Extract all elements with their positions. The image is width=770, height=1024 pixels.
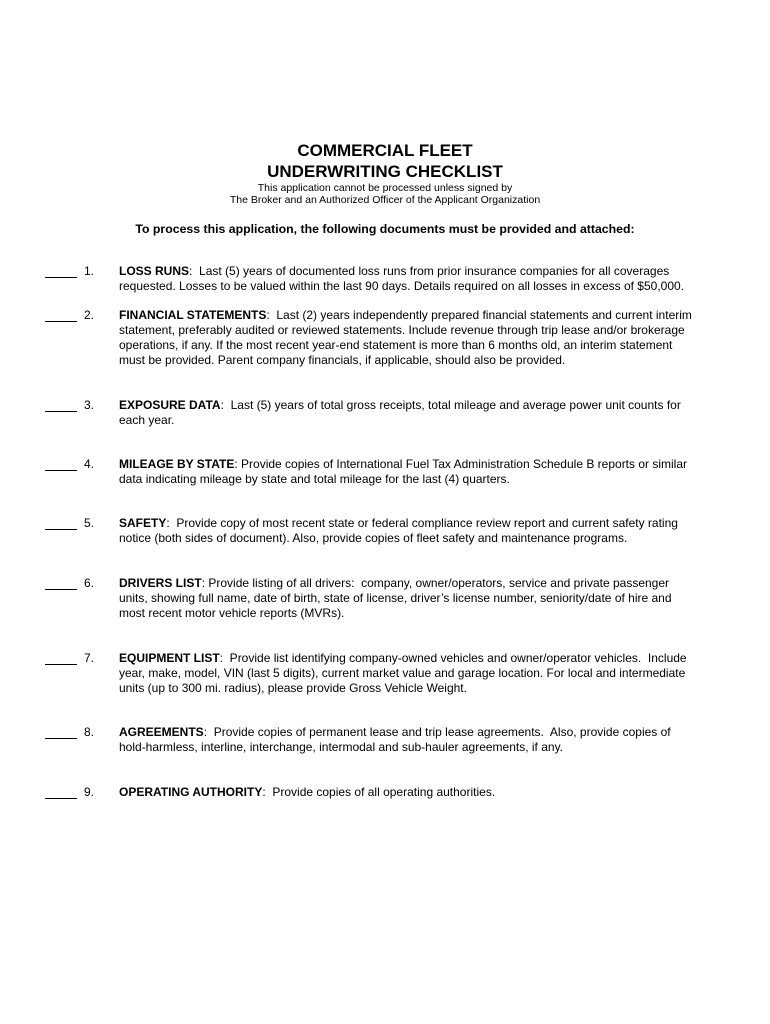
item-heading: AGREEMENTS [119, 725, 204, 739]
item-number: 3. [84, 398, 95, 412]
item-line: each year. [119, 413, 175, 427]
item-heading: SAFETY [119, 516, 167, 530]
item-description [119, 264, 725, 294]
item-heading: EXPOSURE DATA [119, 398, 221, 412]
item-line: OPERATING AUTHORITY: Provide copies of all operating authorities. [119, 785, 496, 799]
item-description [119, 651, 725, 696]
item-number: 4. [84, 457, 95, 471]
checkoff-line [45, 529, 77, 530]
item-description [119, 576, 725, 621]
item-number: 8. [84, 725, 95, 739]
item-line: must be provided. Parent company financials, if applicable, should also be provided. [119, 353, 566, 367]
checkoff-line [45, 798, 77, 799]
item-line: FINANCIAL STATEMENTS: Last (2) years independently prepared financial statements and current interim [119, 308, 692, 322]
item-line: requested. Losses to be valued within the last 90 days. Details required on all losses in excess of $50,000. [119, 279, 685, 293]
checkoff-blank[interactable] [45, 785, 77, 799]
checkoff-blank[interactable] [45, 725, 77, 739]
item-heading: OPERATING AUTHORITY [119, 785, 263, 799]
item-line: AGREEMENTS: Provide copies of permanent lease and trip lease agreements. Also, provide copies of [119, 725, 671, 739]
item-line: notice (both sides of document). Also, provide copies of fleet safety and maintenance programs. [119, 531, 628, 545]
checkoff-line [45, 411, 77, 412]
item-line: MILEAGE BY STATE: Provide copies of International Fuel Tax Administration Schedule B reports or similar [119, 457, 688, 471]
document-title-line2: UNDERWRITING CHECKLIST [267, 162, 503, 181]
item-description [119, 785, 725, 800]
item-line: SAFETY: Provide copy of most recent state or federal compliance review report and current safety rating [119, 516, 678, 530]
item-line: year, make, model, VIN (last 5 digits), current market value and garage location. For local and intermediate [119, 666, 686, 680]
item-heading: DRIVERS LIST [119, 576, 202, 590]
item-description [119, 308, 725, 368]
checkoff-blank[interactable] [45, 576, 77, 590]
signature-note-line2: The Broker and an Authorized Officer of the Applicant Organization [229, 194, 541, 206]
signature-note-line1: This application cannot be processed unless signed by [257, 182, 513, 194]
item-heading: LOSS RUNS [119, 264, 190, 278]
item-line: DRIVERS LIST: Provide listing of all drivers: company, owner/operators, service and private passenger [119, 576, 670, 590]
checkoff-blank[interactable] [45, 516, 77, 530]
checkoff-blank[interactable] [45, 651, 77, 665]
item-line: operations, if any. If the most recent year-end statement is more than 6 months old, an interim statement [119, 338, 673, 352]
item-number: 1. [84, 264, 95, 278]
item-number: 7. [84, 651, 95, 665]
item-description [119, 725, 725, 755]
checkoff-blank[interactable] [45, 264, 77, 278]
checkoff-line [45, 321, 77, 322]
item-description [119, 457, 725, 487]
item-line: most recent motor vehicle reports (MVRs). [119, 606, 345, 620]
item-line: hold-harmless, interline, interchange, intermodal and sub-hauler agreements, if any. [119, 740, 564, 754]
item-line: EQUIPMENT LIST: Provide list identifying company-owned vehicles and owner/operator vehicles. Include [119, 651, 687, 665]
checkoff-line [45, 277, 77, 278]
item-line: units (up to 300 mi. radius), please provide Gross Vehicle Weight. [119, 681, 467, 695]
item-description [119, 398, 725, 428]
document-title-line1: COMMERCIAL FLEET [297, 141, 473, 160]
item-line: units, showing full name, date of birth, state of license, driver’s license number, seniority/date of hire and [119, 591, 672, 605]
instructions-heading: To process this application, the following documents must be provided and attached: [135, 222, 635, 236]
item-line: LOSS RUNS: Last (5) years of documented loss runs from prior insurance companies for all coverages [119, 264, 670, 278]
checkoff-line [45, 589, 77, 590]
checkoff-blank[interactable] [45, 308, 77, 322]
checkoff-line [45, 738, 77, 739]
item-heading: MILEAGE BY STATE [119, 457, 235, 471]
item-heading: FINANCIAL STATEMENTS [119, 308, 267, 322]
item-line: EXPOSURE DATA: Last (5) years of total gross receipts, total mileage and average power unit counts for [119, 398, 681, 412]
checkoff-line [45, 470, 77, 471]
checkoff-blank[interactable] [45, 457, 77, 471]
checkoff-line [45, 664, 77, 665]
item-number: 9. [84, 785, 95, 799]
item-line: statement, preferably audited or reviewed statements. Include revenue through trip lease and/or brokerage [119, 323, 685, 337]
checkoff-blank[interactable] [45, 398, 77, 412]
item-number: 5. [84, 516, 95, 530]
item-number: 6. [84, 576, 95, 590]
item-number: 2. [84, 308, 95, 322]
item-heading: EQUIPMENT LIST [119, 651, 220, 665]
item-line: data indicating mileage by state and total mileage for the last (4) quarters. [119, 472, 510, 486]
item-description [119, 516, 725, 546]
